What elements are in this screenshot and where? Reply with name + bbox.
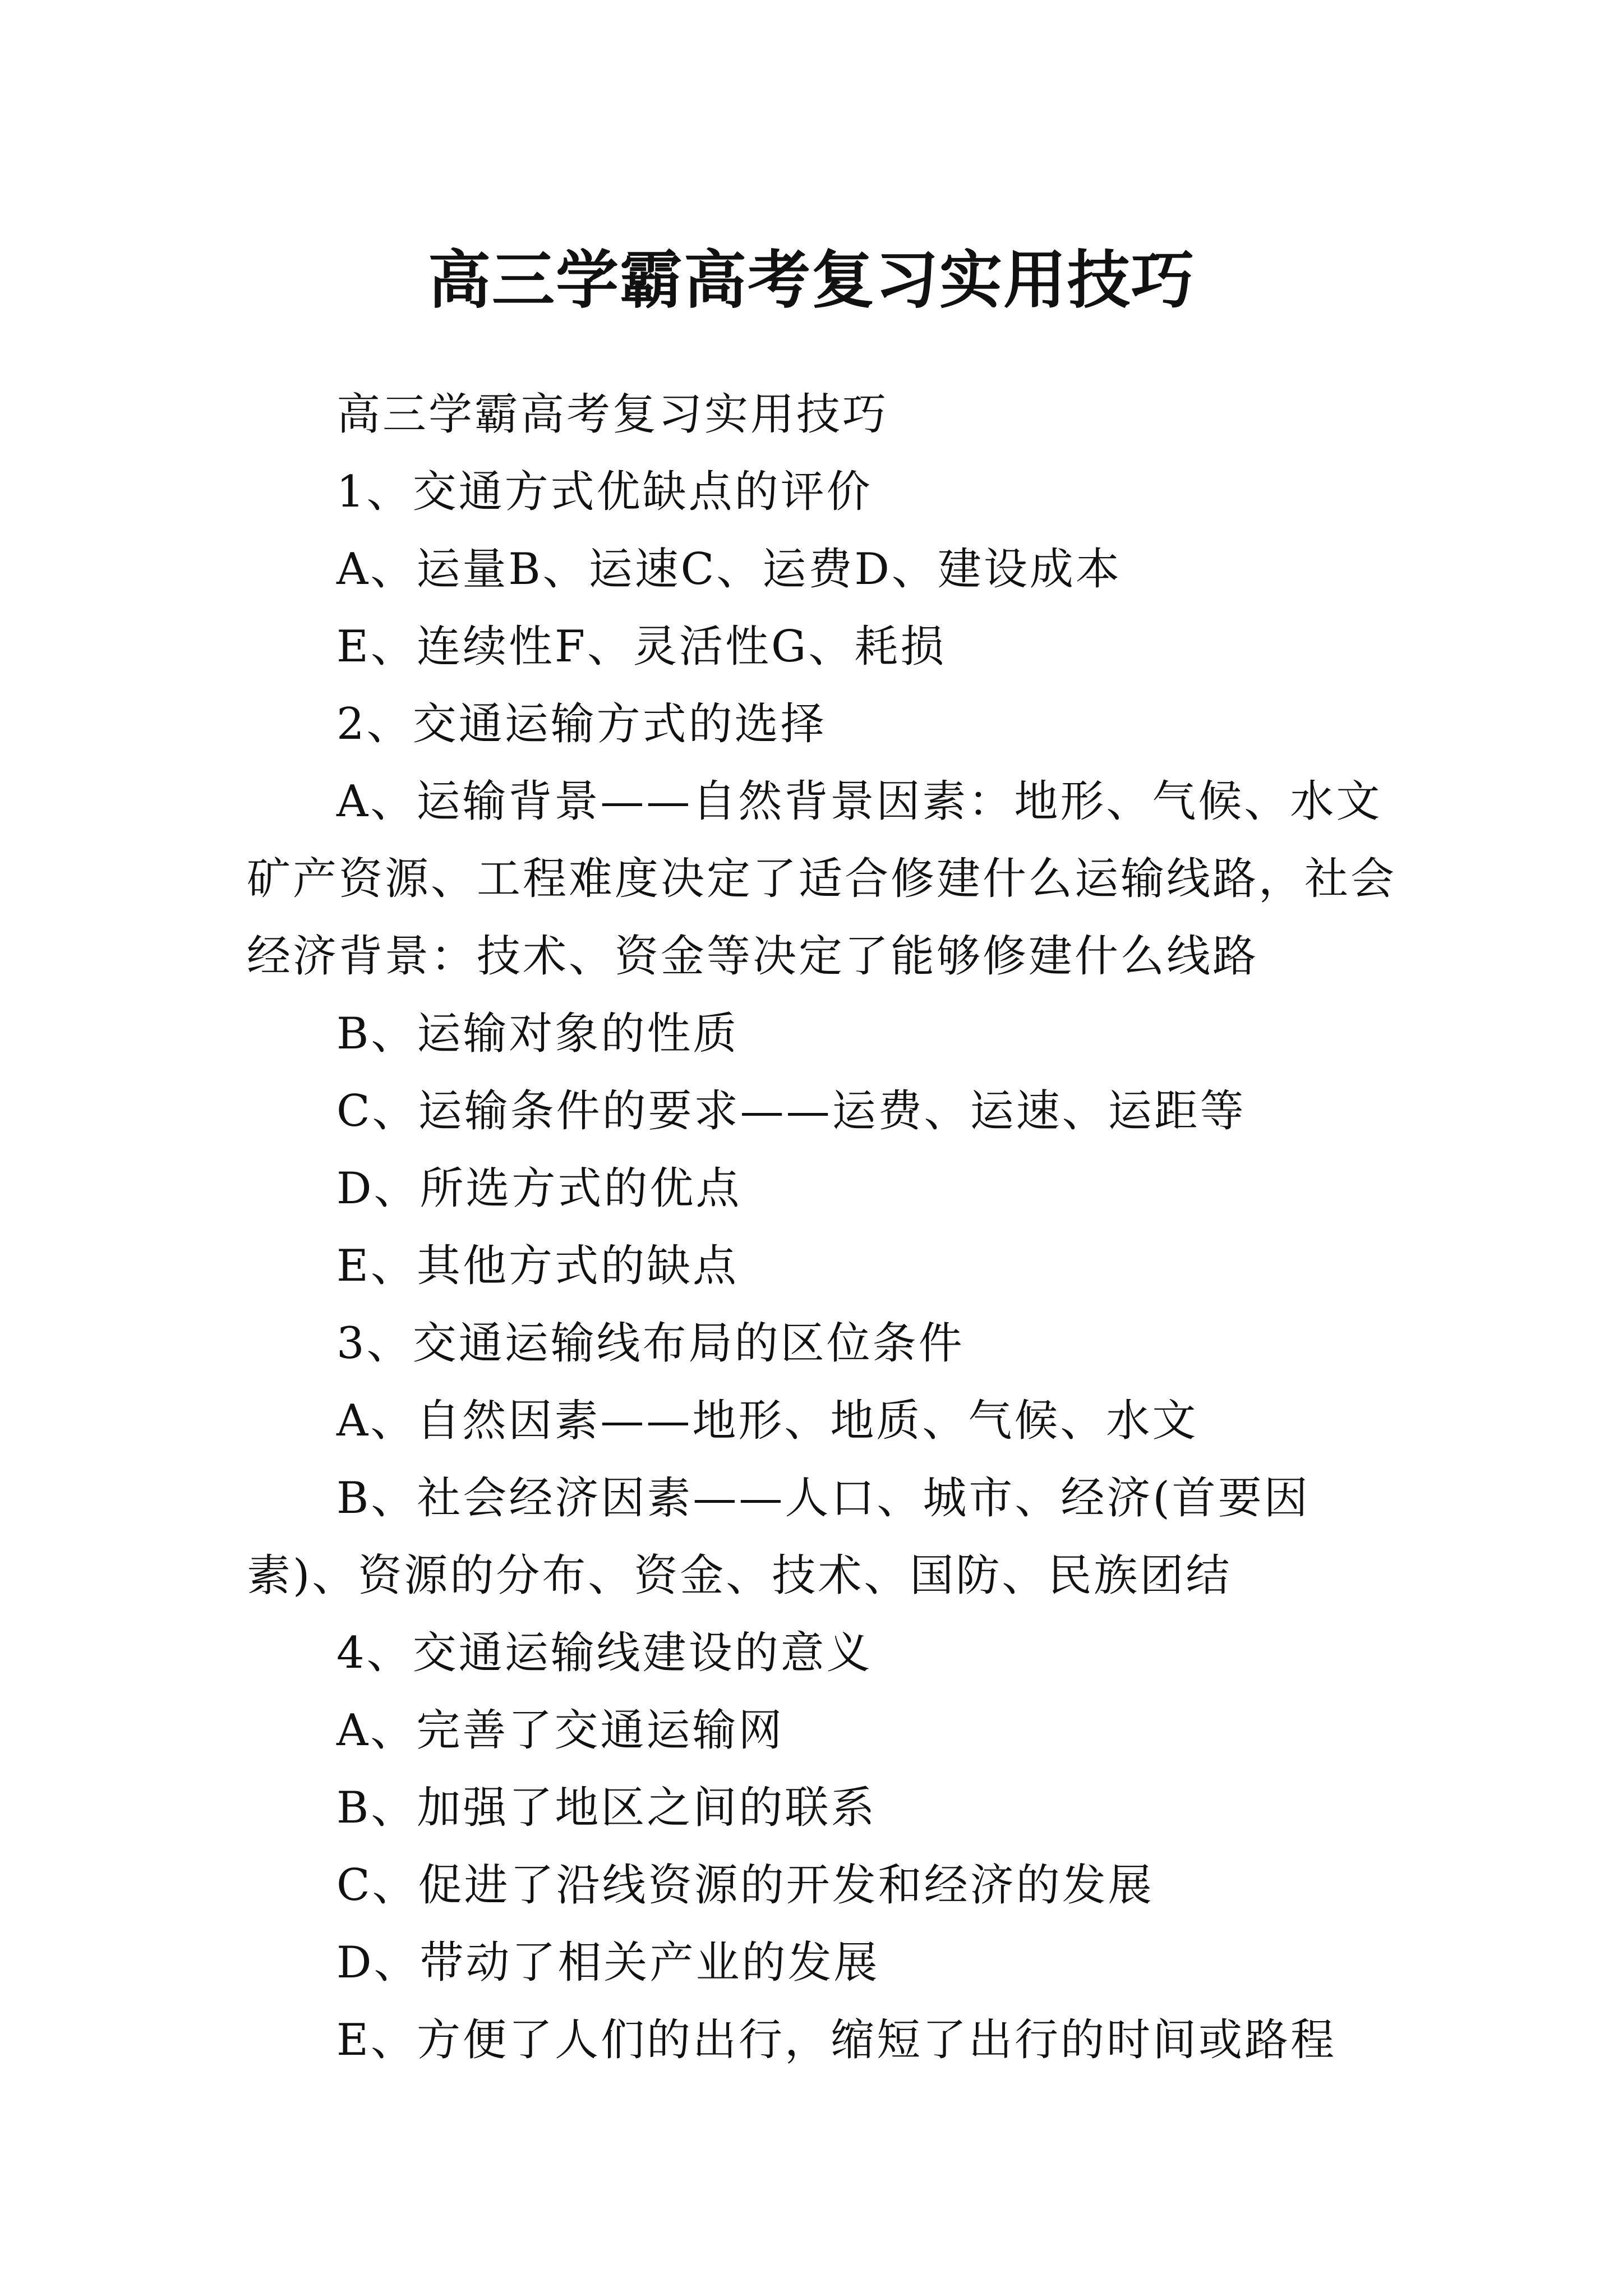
paragraph: E、其他方式的缺点 bbox=[336, 1241, 739, 1291]
document-body bbox=[247, 376, 1396, 2079]
paragraph: B、社会经济因素——人口、城市、经济(首要因素)、资源的分布、资金、技术、国防、民族团结 bbox=[247, 1473, 1310, 1601]
paragraph: A、自然因素——地形、地质、气候、水文 bbox=[336, 1396, 1198, 1446]
paragraph-heading: 高三学霸高考复习实用技巧 bbox=[336, 389, 889, 440]
paragraph: B、运输对象的性质 bbox=[336, 1009, 739, 1059]
paragraph: D、所选方式的优点 bbox=[336, 1163, 742, 1214]
paragraph: A、完善了交通运输网 bbox=[336, 1705, 785, 1756]
paragraph: D、带动了相关产业的发展 bbox=[336, 1938, 880, 1988]
section-heading-2: 2、交通运输方式的选择 bbox=[336, 699, 827, 749]
document-title: 高三学霸高考复习实用技巧 bbox=[428, 243, 1195, 318]
paragraph: C、促进了沿线资源的开发和经济的发展 bbox=[336, 1860, 1154, 1911]
paragraph: B、加强了地区之间的联系 bbox=[336, 1783, 877, 1833]
section-heading-1: 1、交通方式优缺点的评价 bbox=[336, 467, 873, 517]
paragraph: C、运输条件的要求——运费、运速、运距等 bbox=[336, 1086, 1246, 1137]
paragraph: E、方便了人们的出行，缩短了出行的时间或路程 bbox=[336, 2015, 1336, 2065]
section-heading-3: 3、交通运输线布局的区位条件 bbox=[336, 1318, 965, 1369]
paragraph: A、运输背景——自然背景因素：地形、气候、水文矿产资源、工程难度决定了适合修建什么运输线路，社会经济背景：技术、资金等决定了能够修建什么线路 bbox=[247, 776, 1397, 982]
paragraph: E、连续性F、灵活性G、耗损 bbox=[336, 622, 947, 672]
section-heading-4: 4、交通运输线建设的意义 bbox=[336, 1628, 873, 1678]
paragraph: A、运量B、运速C、运费D、建设成本 bbox=[336, 544, 1122, 595]
